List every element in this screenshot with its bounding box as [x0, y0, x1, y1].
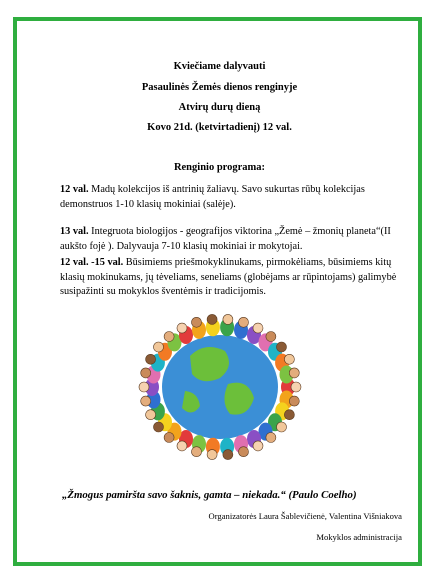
child-head	[154, 422, 164, 432]
child-head	[239, 317, 249, 327]
program-time: 12 val.	[60, 184, 89, 195]
child-head	[207, 450, 217, 460]
child-head	[266, 332, 276, 342]
child-head	[139, 382, 149, 392]
child-head	[177, 323, 187, 333]
program-time: 13 val.	[60, 226, 89, 237]
child-head	[207, 314, 217, 324]
child-head	[277, 342, 287, 352]
program-time: 12 val. -15 val.	[60, 257, 124, 268]
child-head	[141, 396, 151, 406]
program-item	[60, 183, 410, 212]
child-head	[141, 368, 151, 378]
invite-line: Kviečiame dalyvauti	[173, 61, 266, 72]
signature: Mokyklos administracija	[316, 532, 402, 542]
child-head	[164, 332, 174, 342]
child-head	[192, 447, 202, 457]
child-head	[177, 441, 187, 451]
children-around-globe-illustration	[130, 306, 310, 468]
child-head	[289, 396, 299, 406]
program-item	[60, 225, 410, 254]
program-text: Integruota biologijos - geografijos viktorina „Žemė – žmonių planeta“(II aukšto fojė ). Dalyvauja 7-10 klasių mokiniai ir mokytojai.	[60, 226, 391, 252]
child-head	[223, 450, 233, 460]
child-head	[253, 441, 263, 451]
program-text: Būsimiems priešmokyklinukams, pirmokėliams, būsimiems kitų klasių mokinukams, jų tėveliams, seneliams (globėjams ar rūpintojams) galimybė susipažinti su mokyklos šventėmis ir tradicijomis.	[60, 257, 397, 297]
child-head	[284, 354, 294, 364]
child-head	[284, 410, 294, 420]
child-head	[154, 342, 164, 352]
child-head	[164, 433, 174, 443]
child-head	[146, 354, 156, 364]
date-line: Kovo 21d. (ketvirtadienį) 12 val.	[147, 122, 292, 133]
open-day-line: Atvirų durų dieną	[178, 102, 261, 113]
child-head	[277, 422, 287, 432]
program-title: Renginio programa:	[173, 162, 266, 173]
child-head	[192, 317, 202, 327]
child-head	[266, 433, 276, 443]
child-head	[146, 410, 156, 420]
program-item	[60, 256, 410, 300]
program-text: Madų kolekcijos iš antrinių žaliavų. Savo sukurtas rūbų kolekcijas demonstruos 1-10 klasių mokiniai (salėje).	[60, 184, 365, 210]
child-head	[253, 323, 263, 333]
child-head	[223, 314, 233, 324]
child-head	[291, 382, 301, 392]
organizers: Organizatorės Laura Šablevičienė, Valentina Višniakova	[208, 511, 402, 521]
child-head	[289, 368, 299, 378]
quote: „Žmogus pamiršta savo šaknis, gamta – niekada.“ (Paulo Coelho)	[62, 489, 357, 501]
child-head	[239, 447, 249, 457]
event-name: Pasaulinės Žemės dienos renginyje	[141, 82, 298, 93]
